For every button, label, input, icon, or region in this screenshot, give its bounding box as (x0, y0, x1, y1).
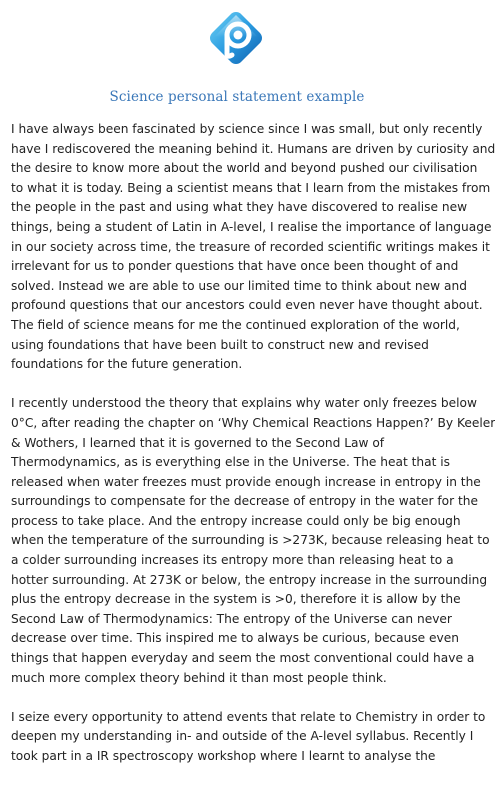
paragraph-line: to what it is today. Being a scientist means that I learn from the mistakes from (11, 180, 491, 195)
paragraph-line: plus the entropy decrease in the system is >0, therefore it is allow by the (11, 592, 461, 607)
paragraph-line: using foundations that have been built to construct new and revised (11, 337, 429, 352)
paragraph-line: things that happen everyday and seem the most conventional could have a (11, 651, 475, 666)
paragraph (11, 708, 486, 767)
paragraph-line: surroundings to compensate for the decrease of entropy in the water for the (11, 494, 478, 509)
paragraph-line: irrelevant for us to ponder questions that have once been thought of and (11, 259, 459, 274)
paragraph-line: The field of science means for me the continued exploration of the world, (11, 317, 460, 332)
paragraph-line: took part in a IR spectroscopy workshop where I learnt to analyse the (11, 749, 436, 763)
paragraph-line: things, being a student of Latin in A-level, I realise the importance of language (11, 219, 492, 234)
paragraph-line: profound questions that our ancestors could even never have thought about. (11, 298, 483, 313)
logo-graphic (208, 10, 264, 66)
paragraph-line: decrease over time. This inspired me to always be curious, because even (11, 631, 459, 646)
paragraph-line: deepen my understanding in- and outside of the A-level syllabus. Recently I (11, 729, 474, 744)
p-letter-logo-icon (208, 10, 264, 66)
paragraph-line: & Wothers, I learned that it is governed to the Second Law of (11, 435, 385, 450)
paragraph-line: released when water freezes must provide enough increase in entropy in the (11, 474, 481, 489)
paragraph-line: the desire to know more about the world and beyond pushed our civilisation (11, 161, 478, 176)
paragraph-line: Second Law of Thermodynamics: The entropy of the Universe can never (11, 611, 452, 626)
paragraph-line: hotter surrounding. At 273K or below, the entropy increase in the surrounding (11, 572, 488, 587)
paragraph-line: have I rediscovered the meaning behind it. Humans are driven by curiosity and (11, 141, 495, 156)
paragraph-line: I have always been fascinated by science since I was small, but only recently (11, 122, 483, 136)
paragraph-line: solved. Instead we are able to use our limited time to think about new and (11, 278, 467, 293)
paragraph-line: the people in the past and using what they have discovered to realise new (11, 200, 468, 215)
paragraph (11, 120, 495, 375)
paragraph-line: in our society across time, the treasure of recorded scientific writings makes it (11, 239, 490, 254)
paragraph-line: foundations for the future generation. (11, 357, 243, 372)
paragraph-line: when the temperature of the surrounding is >273K, because releasing heat to (11, 533, 490, 548)
paragraph-line: much more complex theory behind it than most people think. (11, 670, 387, 685)
paragraph-line: I seize every opportunity to attend events that relate to Chemistry in order to (11, 709, 486, 724)
paragraph-line: a colder surrounding increases its entropy more than releasing heat to a (11, 553, 454, 568)
paragraph-line: process to take place. And the entropy increase could only be big enough (11, 513, 461, 528)
paragraph-line: 0°C, after reading the chapter on ‘Why Chemical Reactions Happen?’ By Keeler (11, 415, 495, 430)
paragraph-line: I recently understood the theory that explains why water only freezes below (11, 396, 477, 411)
statement-body (11, 120, 495, 786)
paragraph-line: Thermodynamics, as is everything else in the Universe. The heat that is (11, 455, 451, 470)
paragraph (11, 394, 495, 688)
page-title: Science personal statement example (109, 89, 365, 105)
